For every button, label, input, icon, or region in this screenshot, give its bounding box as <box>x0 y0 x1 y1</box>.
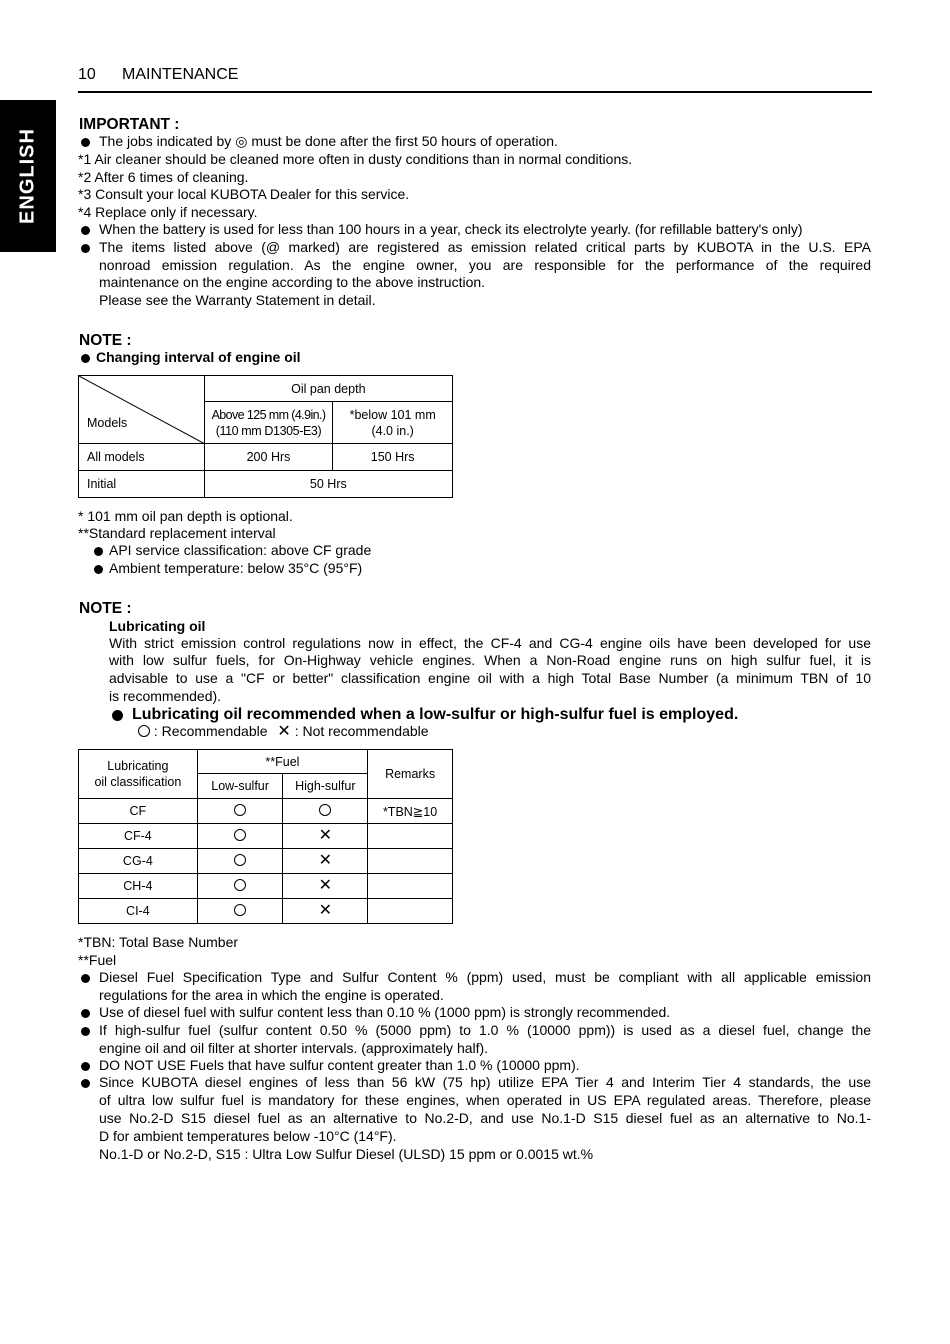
low-sulfur-cell <box>197 799 283 824</box>
low-sulfur-cell <box>197 899 283 924</box>
col-below-101-line-1: *below 101 mm <box>349 407 436 422</box>
lubricating-oil-recommendation-heading: Lubricating oil recommended when a low-sulfur or high-sulfur fuel is employed. <box>132 706 739 723</box>
circle-recommendable-icon <box>234 804 246 816</box>
circle-recommendable-icon <box>319 804 331 816</box>
high-sulfur-cell <box>283 799 368 824</box>
language-tab-label: ENGLISH <box>16 128 39 224</box>
remarks-cell <box>368 874 453 899</box>
circle-recommendable-icon <box>234 904 246 916</box>
oil-classification-header <box>79 750 198 799</box>
fuel-bullet-5-line-3: use No.2-D S15 diesel fuel as an alternative to No.2-D, and use No.1-D S15 diesel fuel as an alternative to No.1- <box>99 1110 871 1126</box>
bullet-icon <box>81 226 90 235</box>
remarks-cell <box>368 824 453 849</box>
circle-recommendable-icon <box>234 879 246 891</box>
table-row <box>79 874 453 899</box>
oil-classification-header-line-1: Lubricating <box>107 759 169 773</box>
bullet-icon <box>81 1027 90 1036</box>
high-sulfur-header: High-sulfur <box>283 774 368 799</box>
lubricating-oil-para-line-2: with low sulfur fuels, for On-Highway vehicle engines. When a Non-Road engine runs on high sulfur fuel, it is <box>109 652 871 668</box>
legend <box>138 723 429 741</box>
lubricating-oil-para-line-1: With strict emission control regulations now in effect, the CF-4 and CG-4 engine oils have been developed for use <box>109 635 871 651</box>
bullet-icon <box>81 1009 90 1018</box>
low-sulfur-cell <box>197 874 283 899</box>
important-bullet-2: When the battery is used for less than 100 hours in a year, check its electrolyte yearly. (for refillable battery's only) <box>99 221 803 237</box>
remarks-cell <box>368 899 453 924</box>
double-circle-icon: ◎ <box>235 133 248 149</box>
fuel-bullet-1-line-2: regulations for the area in which the engine is operated. <box>99 987 444 1003</box>
page-title: MAINTENANCE <box>122 66 239 83</box>
page-number: 10 <box>78 66 96 83</box>
fuel-bullet-5-line-1: Since KUBOTA diesel engines of less than 56 kW (75 hp) utilize EPA Tier 4 and Interim Tier 4 standards, the use <box>99 1074 871 1090</box>
language-tab <box>0 100 56 252</box>
row-all-models-label: All models <box>79 444 205 471</box>
note-heading: NOTE : <box>79 332 132 349</box>
footnote-3: *3 Consult your local KUBOTA Dealer for this service. <box>78 186 410 202</box>
standard-interval-footnote: **Standard replacement interval <box>78 525 276 541</box>
note-heading: NOTE : <box>79 600 132 617</box>
cross-not-recommendable-icon: ✕ <box>318 902 332 919</box>
important-bullet-3-line-4: Please see the Warranty Statement in detail. <box>99 292 376 308</box>
remarks-header: Remarks <box>368 750 453 799</box>
fuel-bullet-1-line-1: Diesel Fuel Specification Type and Sulfur Content % (ppm) used, must be compliant with all applicable emission <box>99 969 871 985</box>
fuel-bullet-4: DO NOT USE Fuels that have sulfur content greater than 1.0 % (10000 ppm). <box>99 1057 580 1073</box>
lubricating-oil-para-line-4: is recommended). <box>109 688 222 704</box>
bullet-icon <box>94 547 103 556</box>
cross-not-recommendable-icon: ✕ <box>318 877 332 894</box>
bullet-icon <box>81 974 90 983</box>
legend-not-recommendable: : Not recommendable <box>294 723 429 739</box>
row-all-models-above125: 200 Hrs <box>204 444 333 471</box>
bullet-icon <box>81 244 90 253</box>
important-bullet-1-post: must be done after the first 50 hours of operation. <box>251 133 558 149</box>
high-sulfur-cell <box>283 874 368 899</box>
high-sulfur-cell <box>283 824 368 849</box>
fuel-bullet-3-line-2: engine oil and oil filter at shorter intervals. (approximately half). <box>99 1040 489 1056</box>
important-bullet-3-line-2: nonroad emission regulation. As the engine owner, you are responsible for the performance of the required <box>99 257 871 273</box>
lubricating-oil-table <box>78 749 453 924</box>
circle-recommendable-icon <box>138 725 150 737</box>
col-above-125-header <box>204 402 333 444</box>
table-row <box>79 899 453 924</box>
remarks-cell <box>368 849 453 874</box>
models-header-cell <box>79 376 205 444</box>
table-row <box>79 824 453 849</box>
low-sulfur-cell <box>197 824 283 849</box>
bullet-icon <box>81 354 90 363</box>
api-classification: API service classification: above CF grade <box>109 542 372 558</box>
ambient-temperature: Ambient temperature: below 35°C (95°F) <box>109 560 363 576</box>
col-below-101-header <box>333 402 453 444</box>
high-sulfur-cell <box>283 899 368 924</box>
col-above-125-line-2: (110 mm D1305-E3) <box>215 423 322 438</box>
row-initial-label: Initial <box>79 471 205 498</box>
fuel-bullet-5-line-2: of ultra low sulfur fuel is mandatory for these engines, when operated in US EPA regulated areas. Therefore, please <box>99 1092 871 1108</box>
important-heading: IMPORTANT : <box>79 116 180 133</box>
row-all-models-below101: 150 Hrs <box>333 444 453 471</box>
oil-interval-heading: Changing interval of engine oil <box>96 349 301 365</box>
lubricating-oil-heading: Lubricating oil <box>109 618 206 634</box>
oil-change-interval-table <box>78 375 453 498</box>
footnote-4: *4 Replace only if necessary. <box>78 204 258 220</box>
tbn-footnote: *TBN: Total Base Number <box>78 934 239 950</box>
remarks-cell: *TBN≧10 <box>368 799 453 824</box>
models-label: Models <box>87 416 128 430</box>
cross-not-recommendable-icon: ✕ <box>318 827 332 844</box>
low-sulfur-header: Low-sulfur <box>197 774 283 799</box>
oil-class-cell: CI-4 <box>79 899 198 924</box>
oil-pan-footnote: * 101 mm oil pan depth is optional. <box>78 508 293 524</box>
legend-recommendable: : Recommendable <box>153 723 268 739</box>
bullet-icon <box>112 710 123 721</box>
bullet-icon <box>94 565 103 574</box>
fuel-bullet-5-line-5: No.1-D or No.2-D, S15 : Ultra Low Sulfur Diesel (ULSD) 15 ppm or 0.0015 wt.% <box>99 1146 594 1162</box>
lubricating-oil-para-line-3: advisable to use a "CF or better" classification engine oil with a high Total Base Number (a minimum TBN of 10 <box>109 670 871 686</box>
row-initial-value: 50 Hrs <box>204 471 452 498</box>
footnote-1: *1 Air cleaner should be cleaned more often in dusty conditions than in normal conditions. <box>78 151 633 167</box>
oil-class-cell: CG-4 <box>79 849 198 874</box>
bullet-icon <box>81 1062 90 1071</box>
col-below-101-line-2: (4.0 in.) <box>371 423 414 438</box>
fuel-bullet-5-line-4: D for ambient temperatures below -10°C (14°F). <box>99 1128 397 1144</box>
important-bullet-1 <box>99 133 558 151</box>
fuel-header: **Fuel <box>197 750 367 774</box>
col-above-125-line-1: Above 125 mm (4.9in.) <box>211 407 326 422</box>
oil-class-cell: CF <box>79 799 198 824</box>
bullet-icon <box>81 1079 90 1088</box>
oil-class-cell: CF-4 <box>79 824 198 849</box>
page-header <box>78 64 872 93</box>
fuel-bullet-3-line-1: If high-sulfur fuel (sulfur content 0.50 % (5000 ppm) to 1.0 % (10000 ppm)) is used as a diesel fuel, change the <box>99 1022 871 1038</box>
oil-pan-depth-header: Oil pan depth <box>204 376 452 402</box>
footnote-2: *2 After 6 times of cleaning. <box>78 169 249 185</box>
fuel-footnote: **Fuel <box>78 952 117 968</box>
bullet-icon <box>81 138 90 147</box>
table-row <box>79 799 453 824</box>
oil-class-cell: CH-4 <box>79 874 198 899</box>
circle-recommendable-icon <box>234 854 246 866</box>
oil-classification-header-line-2: oil classification <box>94 775 182 789</box>
diagonal-divider <box>79 376 205 444</box>
important-bullet-3-line-1: The items listed above (@ marked) are registered as emission related critical parts by KUBOTA in the U.S. EPA <box>99 239 871 255</box>
low-sulfur-cell <box>197 849 283 874</box>
fuel-bullet-2: Use of diesel fuel with sulfur content less than 0.10 % (1000 ppm) is strongly recommended. <box>99 1004 671 1020</box>
important-bullet-3-line-3: maintenance on the engine according to the above instruction. <box>99 274 486 290</box>
high-sulfur-cell <box>283 849 368 874</box>
table-row <box>79 849 453 874</box>
cross-not-recommendable-icon: ✕ <box>318 852 332 869</box>
circle-recommendable-icon <box>234 829 246 841</box>
cross-not-recommendable-icon: ✕ <box>277 723 291 740</box>
important-bullet-1-pre: The jobs indicated by <box>99 133 232 149</box>
